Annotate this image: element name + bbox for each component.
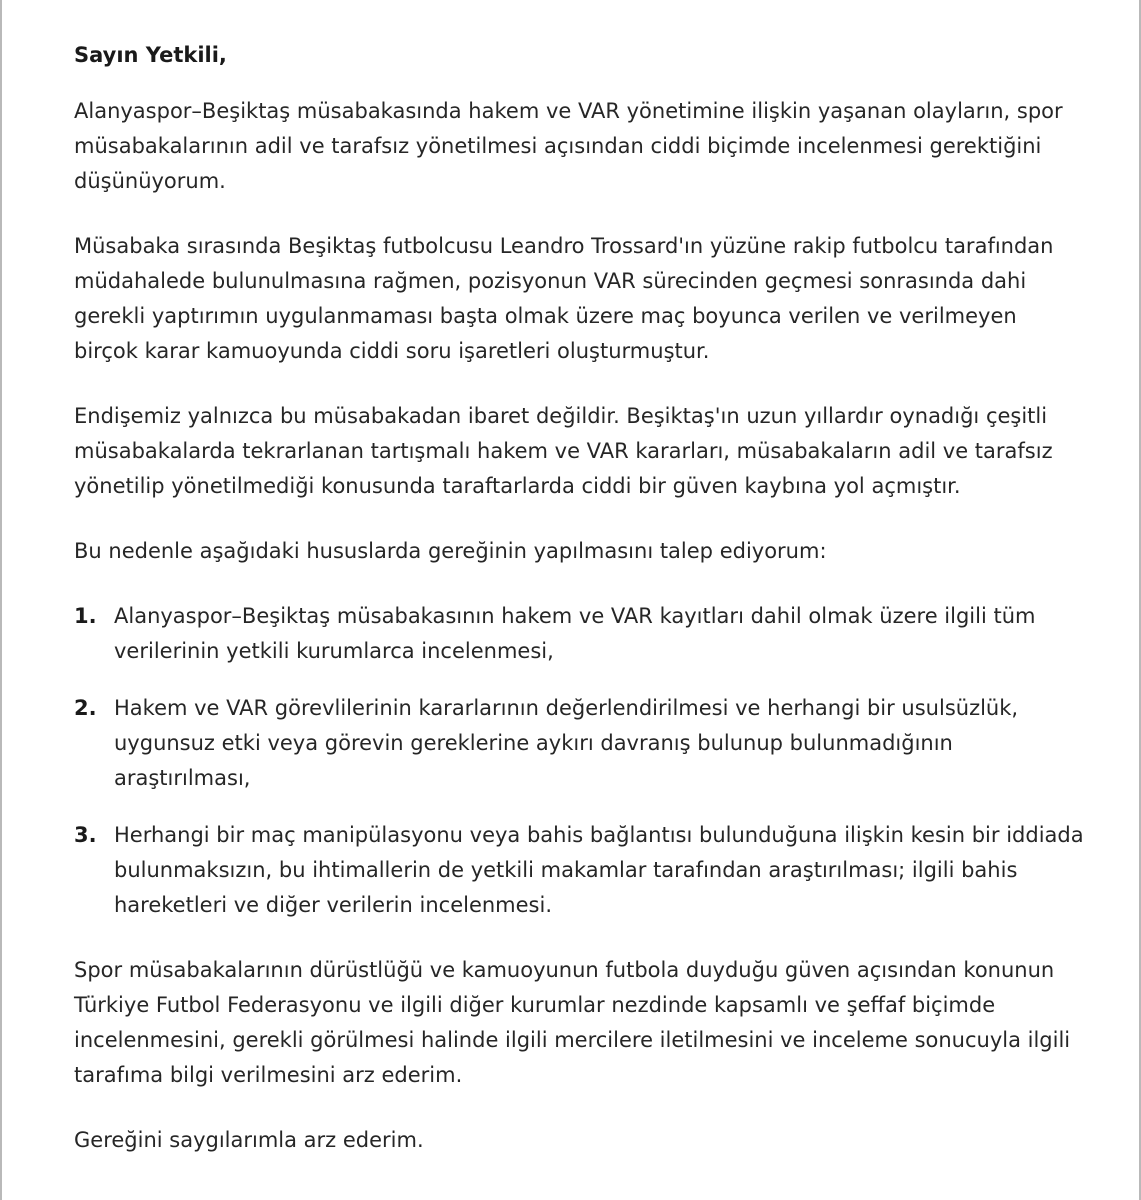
list-item [74,818,1084,923]
list-item-number: 3. [74,823,97,847]
list-item-text: Alanyaspor–Beşiktaş müsabakasının hakem ve VAR kayıtları dahil olmak üzere ilgili tüm verilerinin yetkili kurumlarca incelenmesi, [114,604,1036,663]
closing-line: Gereğini saygılarımla arz ederim. [74,1128,424,1152]
list-item-number: 1. [74,604,97,628]
list-item-number: 2. [74,696,97,720]
salutation: Sayın Yetkili, [74,43,227,67]
paragraph-request-intro: Bu nedenle aşağıdaki hususlarda gereğinin yapılmasını talep ediyorum: [74,539,827,563]
paragraph-intro: Alanyaspor–Beşiktaş müsabakasında hakem ve VAR yönetimine ilişkin yaşanan olayların, spor müsabakalarının adil ve tarafsız yönetilmesi açısından ciddi biçimde incelenmesi gerektiğini düşünüyorum. [74,99,1063,193]
paragraph-conclusion: Spor müsabakalarının dürüstlüğü ve kamuoyunun futbola duyduğu güven açısından konunun Türkiye Futbol Federasyonu ve ilgili diğer kurumlar nezdinde kapsamlı ve şeffaf biçimde incelenmesini, gerekli görülmesi halinde ilgili mercilere iletilmesini ve inceleme sonucuyla ilgili tarafıma bilgi verilmesini arz ederim. [74,958,1071,1087]
request-list [74,599,1084,923]
paragraph-concern: Endişemiz yalnızca bu müsabakadan ibaret değildir. Beşiktaş'ın uzun yıllardır oynadığı çeşitli müsabakalarda tekrarlanan tartışmalı hakem ve VAR kararları, müsabakaların adil ve tarafsız yönetilip yönetilmediği konusunda taraftarlarda ciddi bir güven kaybına yol açmıştır. [74,404,1053,498]
list-item [74,691,1084,796]
list-item-text: Hakem ve VAR görevlilerinin kararlarının değerlendirilmesi ve herhangi bir usulsüzlük, uygunsuz etki veya görevin gereklerine aykırı davranış bulunup bulunmadığının araştırılması, [114,696,1019,790]
letter-body [74,38,1084,1158]
paragraph-incident: Müsabaka sırasında Beşiktaş futbolcusu Leandro Trossard'ın yüzüne rakip futbolcu tarafından müdahalede bulunulmasına rağmen, pozisyonun VAR sürecinden geçmesi sonrasında dahi gerekli yaptırımın uygulanmaması başta olmak üzere maç boyunca verilen ve verilmeyen birçok karar kamuoyunda ciddi soru işaretleri oluşturmuştur. [74,234,1054,363]
list-item [74,599,1084,669]
list-item-text: Herhangi bir maç manipülasyonu veya bahis bağlantısı bulunduğuna ilişkin kesin bir iddiada bulunmaksızın, bu ihtimallerin de yetkili makamlar tarafından araştırılması; ilgili bahis hareketleri ve diğer verilerin incelenmesi. [114,823,1084,917]
